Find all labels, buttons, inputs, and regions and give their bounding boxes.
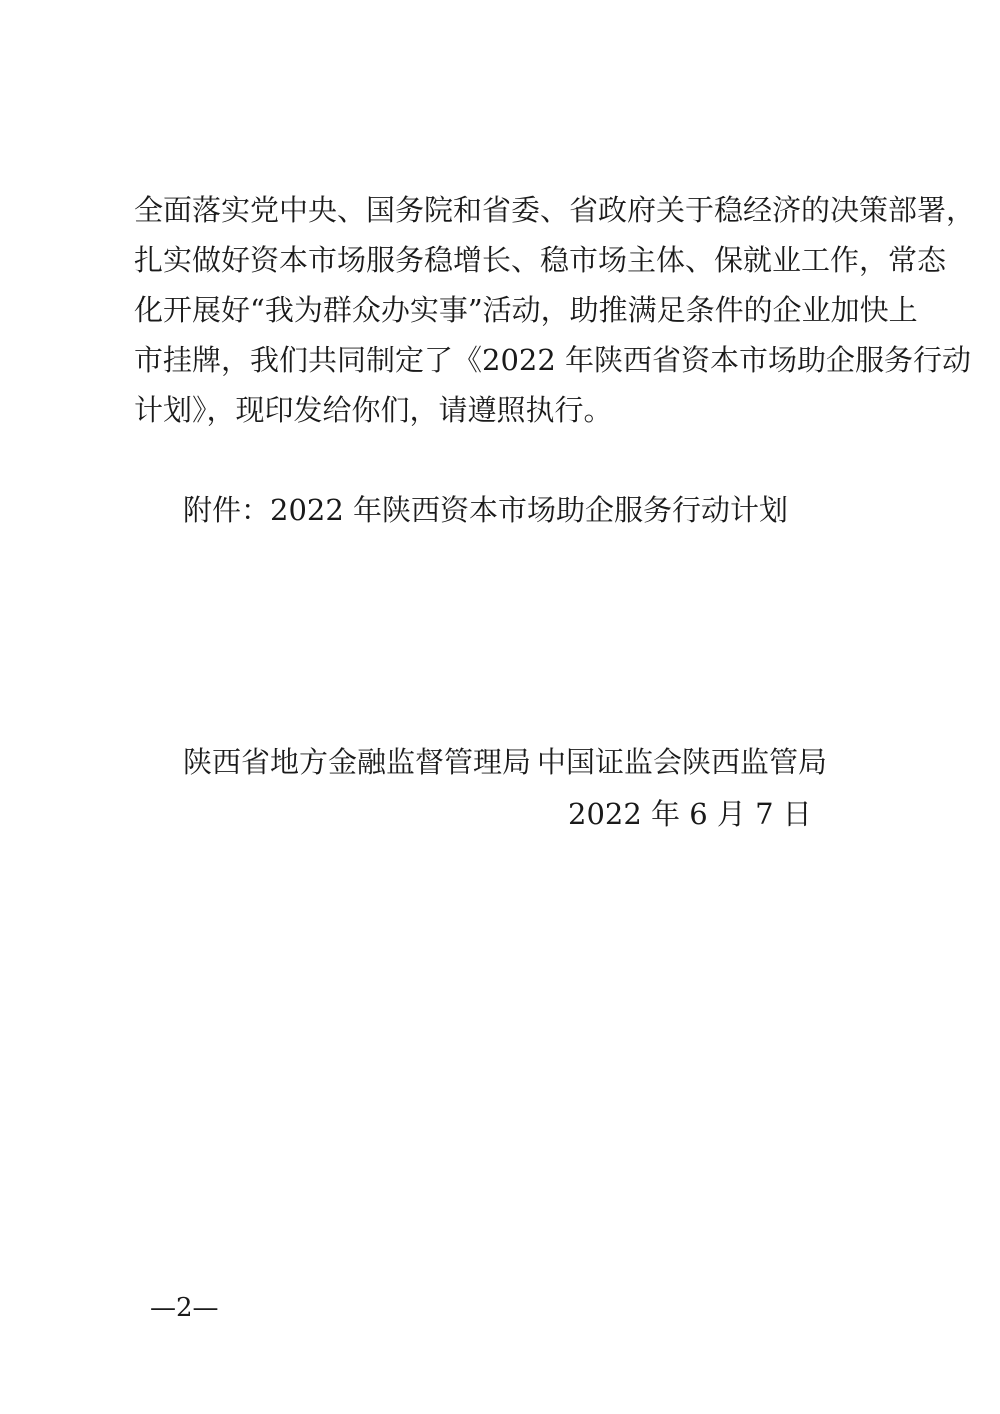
page-number: —2—	[150, 1293, 219, 1323]
issue-date: 2022 年 6 月 7 日	[568, 797, 812, 831]
attachment-line: 附件：2022 年陕西资本市场助企服务行动计划	[183, 493, 789, 527]
body-line: 全面落实党中央、国务院和省委、省政府关于稳经济的决策部署，	[134, 193, 976, 227]
body-paragraph	[134, 185, 976, 435]
body-line: 计划》，现印发给你们，请遵照执行。	[134, 393, 613, 427]
body-line: 市挂牌，我们共同制定了《2022 年陕西省资本市场助企服务行动	[134, 343, 972, 377]
body-line: 扎实做好资本市场服务稳增长、稳市场主体、保就业工作，常态	[134, 243, 947, 277]
signatories	[183, 742, 828, 782]
signatory-org: 中国证监会陕西监管局	[537, 745, 828, 779]
body-line: 化开展好“我为群众办实事”活动，助推满足条件的企业加快上	[134, 293, 918, 327]
signatory-org: 陕西省地方金融监督管理局	[183, 745, 532, 779]
